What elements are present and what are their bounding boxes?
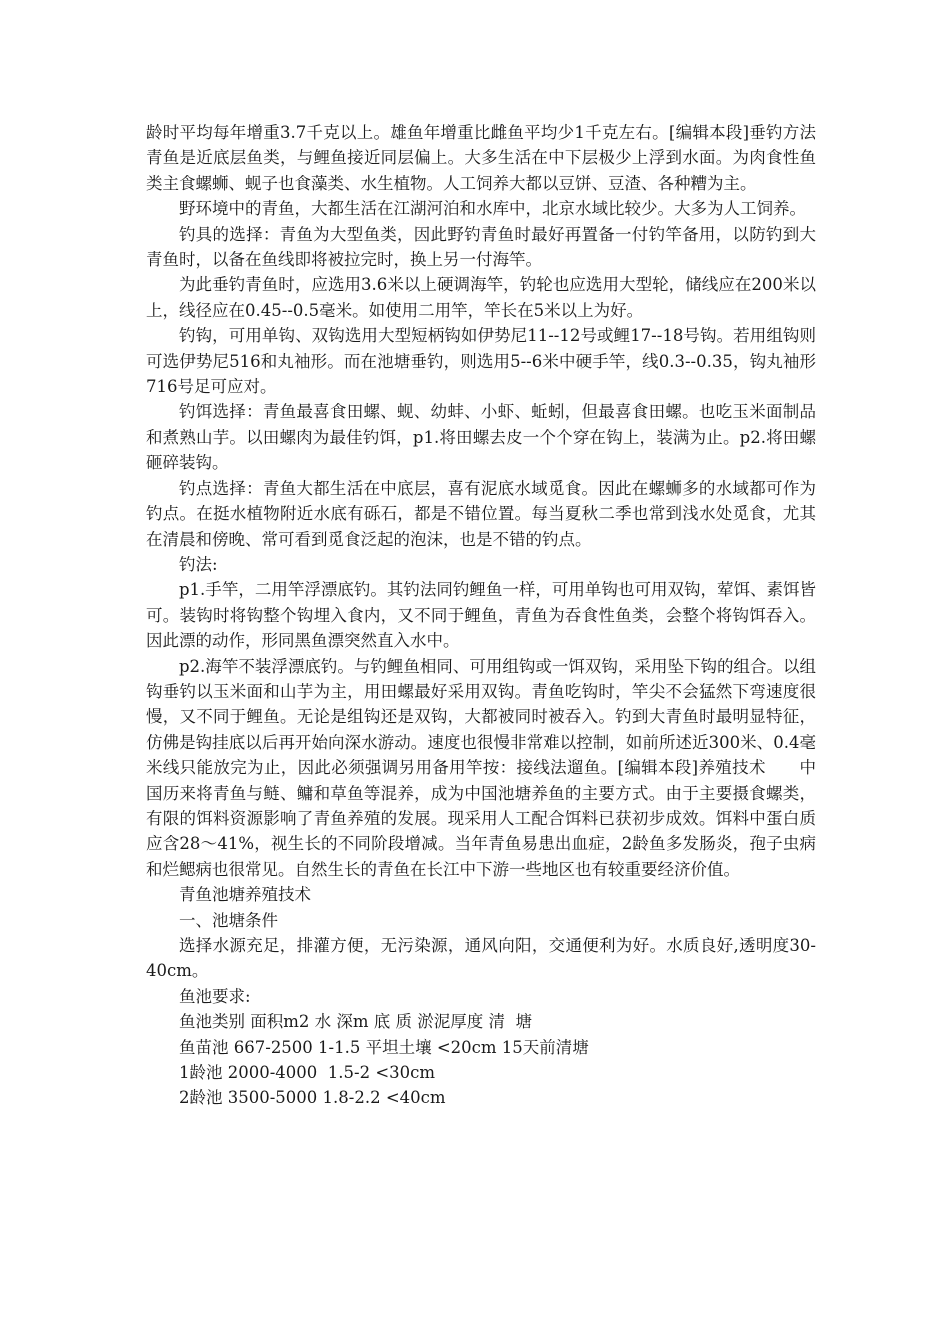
table-row-line: 2龄池 3500-5000 1.8-2.2 <40cm [179, 1088, 446, 1108]
document-page [146, 120, 849, 1111]
paragraph-10: p2.海竿不装浮漂底钓。与钓鲤鱼相同、可用组钩或一饵双钩，采用坠下钩的组合。以组钩垂钓以玉米面和山芋为主，用田螺最好采用双钩。青鱼吃钩时，竿尖不会猛然下弯速度很慢，又不同于鲤鱼。无论是组钩还是双钩，大都被同时被吞入。钓到大青鱼时最明显特征，仿佛是钩挂底以后再开始向深水游动。速度也很慢非常难以控制，如前所述近300米、0.4毫米线只能放完为止，因此必须强调另用备用竿按：接线法遛鱼。[编辑本段]养殖技术 中国历来将青鱼与鲢、鳙和草鱼等混养，成为中国池塘养鱼的主要方式。由于主要摄食螺类，有限的饵料资源影响了青鱼养殖的发展。现采用人工配合饵料已获初步成效。饵料中蛋白质应含28～41%，视生长的不同阶段增减。当年青鱼易患出血症，2龄鱼多发肠炎，孢子虫病和烂鳃病也很常见。自然生长的青鱼在长江中下游一些地区也有较重要经济价值。 [146, 656, 816, 879]
paragraph-13: 选择水源充足，排灌方便，无污染源，通风向阳，交通便利为好。水质良好,透明度30-40cm。 [146, 936, 816, 981]
paragraph-1: 龄时平均每年增重3.7千克以上。雄鱼年增重比雌鱼平均少1千克左右。[编辑本段]垂钓方法 青鱼是近底层鱼类，与鲤鱼接近同层偏上。大多生活在中下层极少上浮到水面。为肉食性鱼类主食螺蛳、蚬子也食藻类、水生植物。人工饲养大都以豆饼、豆渣、各种糟为主。 [146, 123, 849, 193]
paragraph-7: 钓点选择：青鱼大都生活在中底层，喜有泥底水域觅食。因此在螺蛳多的水域都可作为钓点。在挺水植物附近水底有砾石，都是不错位置。每当夏秋二季也常到浅水处觅食，尤其在清晨和傍晚、常可看到觅食泛起的泡沫，也是不错的钓点。 [146, 478, 816, 549]
paragraph-3: 钓具的选择：青鱼为大型鱼类，因此野钓青鱼时最好再置备一付钓竿备用，以防钓到大青鱼时，以备在鱼线即将被拉完时，换上另一付海竿。 [146, 224, 816, 270]
paragraph-6: 钓饵选择：青鱼最喜食田螺、蚬、幼蚌、小虾、蚯蚓，但最喜食田螺。也吃玉米面制品和煮熟山芋。以田螺肉为最佳钓饵，p1.将田螺去皮一个个穿在钩上，装满为止。p2.将田螺砸碎装钩。 [146, 402, 816, 473]
paragraph-5: 钓钩，可用单钩、双钩选用大型短柄钩如伊势尼11--12号或鲤17--18号钩。若用组钩则可选伊势尼516和丸袖形。而在池塘垂钓，则选用5--6米中硬手竿，线0.3--0.35，钩丸袖形716号足可应对。 [146, 326, 816, 397]
table-header-line: 鱼池类别 面积m2 水 深m 底 质 淤泥厚度 清 塘 [179, 1012, 532, 1032]
table-row-line: 1龄池 2000-4000 1.5-2 <30cm [179, 1063, 436, 1083]
paragraph-2: 野环境中的青鱼，大都生活在江湖河泊和水库中，北京水域比较少。大多为人工饲养。 [179, 199, 806, 219]
table-row-line: 鱼苗池 667-2500 1-1.5 平坦土壤 <20cm 15天前清塘 [179, 1037, 589, 1057]
subsection-heading: 一、池塘条件 [179, 910, 278, 930]
paragraph-9: p1.手竿，二用竿浮漂底钓。其钓法同钓鲤鱼一样，可用单钩也可用双钩，荤饵、素饵皆可。装钩时将钩整个钩埋入食内，又不同于鲤鱼，青鱼为吞食性鱼类，会整个将钩饵吞入。因此漂的动作，形同黑鱼漂突然直入水中。 [146, 580, 816, 651]
paragraph-14: 鱼池要求: [179, 986, 251, 1006]
section-heading: 青鱼池塘养殖技术 [179, 885, 311, 905]
paragraph-8: 钓法: [179, 554, 218, 574]
paragraph-4: 为此垂钓青鱼时，应选用3.6米以上硬调海竿，钓轮也应选用大型轮，储线应在200米以上，线径应在0.45--0.5毫米。如使用二用竿，竿长在5米以上为好。 [146, 275, 816, 320]
